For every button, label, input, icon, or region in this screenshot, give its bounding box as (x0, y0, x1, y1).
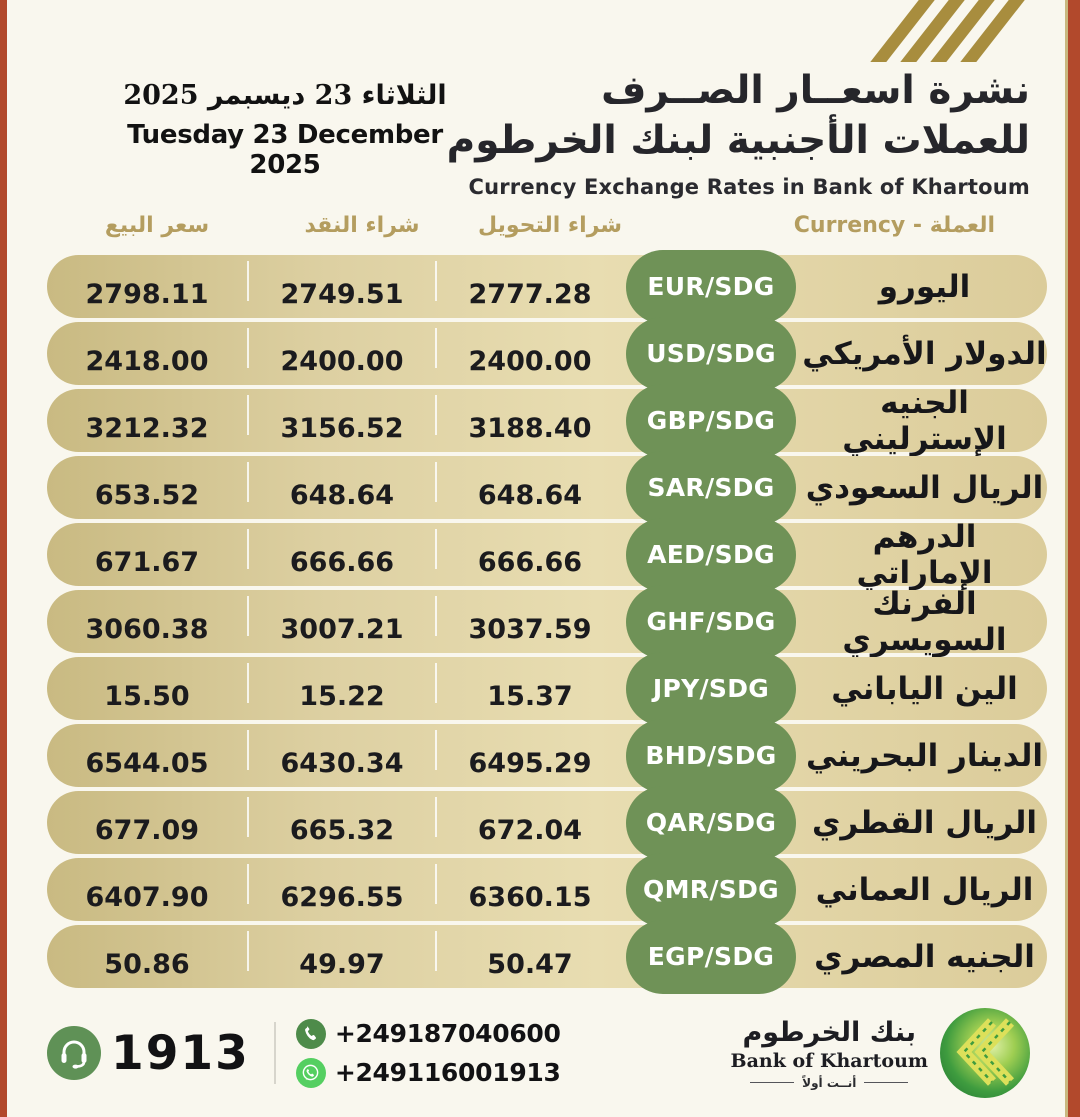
transfer-buy-value: 648.64 (477, 480, 583, 511)
tagline-line-left (750, 1082, 794, 1083)
gold-stripes-decoration (900, 0, 1006, 62)
rates-table (47, 255, 1047, 992)
transfer-buy-value: 672.04 (477, 815, 583, 846)
right-gold-divider (1065, 0, 1068, 1117)
phone-number: +249187040600 (334, 1019, 561, 1048)
sell-price-value: 653.52 (94, 480, 200, 511)
currency-code-badge: GHF/SDG (626, 585, 796, 659)
currency-name-arabic: الين الياباني (831, 670, 1018, 707)
header-title-block (447, 66, 1030, 199)
rate-row (47, 925, 1047, 988)
rate-row (47, 791, 1047, 854)
cash-buy-value: 6296.55 (280, 882, 404, 913)
transfer-buy-value: 6360.15 (468, 882, 592, 913)
transfer-buy-value: 2400.00 (468, 346, 592, 377)
cash-buy-value: 665.32 (289, 815, 395, 846)
transfer-buy-value: 6495.29 (468, 748, 592, 779)
date-arabic: الثلاثاء 23 ديسبمر 2025 (123, 80, 447, 111)
currency-code-badge: USD/SDG (626, 317, 796, 391)
bank-logo (731, 1008, 1030, 1098)
currency-code-badge: BHD/SDG (626, 719, 796, 793)
date-block (105, 80, 465, 180)
footer (47, 1008, 1030, 1098)
title-arabic-line1: نشرة اسعــار الصــرف (601, 68, 1030, 113)
sell-price-value: 15.50 (104, 681, 190, 712)
transfer-buy-value: 666.66 (477, 547, 583, 578)
bank-tagline (731, 1076, 928, 1090)
currency-code-badge: AED/SDG (626, 518, 796, 592)
sell-price-value: 2798.11 (85, 279, 209, 310)
currency-name-arabic: الجنيه الإسترليني (842, 384, 1007, 457)
whatsapp-row (296, 1058, 561, 1088)
currency-name-arabic: الريال العماني (815, 871, 1034, 908)
cash-buy-value: 6430.34 (280, 748, 404, 779)
date-english: Tuesday 23 December 2025 (127, 120, 443, 180)
column-header-cash-buy: شراء النقد (304, 213, 420, 238)
bank-name-arabic: بنك الخرطوم (742, 1016, 917, 1048)
cash-buy-value: 2400.00 (280, 346, 404, 377)
currency-code-badge: JPY/SDG (626, 652, 796, 726)
currency-code-badge: QMR/SDG (626, 853, 796, 927)
table-column-headers (47, 213, 1047, 247)
transfer-buy-value: 15.37 (487, 681, 573, 712)
cash-buy-value: 15.22 (299, 681, 385, 712)
bank-globe-icon (940, 1008, 1030, 1098)
rate-row (47, 518, 1047, 591)
column-header-sell-price: سعر البيع (104, 213, 210, 238)
currency-name-arabic: الريال السعودي (805, 469, 1044, 506)
bank-name-english: Bank of Khartoum (730, 1049, 928, 1072)
currency-code-badge: EUR/SDG (626, 250, 796, 324)
title-english: Currency Exchange Rates in Bank of Khartoum (468, 174, 1030, 199)
cash-buy-value: 648.64 (289, 480, 395, 511)
transfer-buy-value: 50.47 (487, 949, 573, 980)
rate-row (47, 456, 1047, 519)
phone-list (296, 1019, 561, 1088)
sell-price-value: 6407.90 (85, 882, 209, 913)
title-arabic-line2: للعملات الأجنبية لبنك الخرطوم (446, 117, 1030, 163)
column-header-currency: العملة - Currency (793, 213, 995, 238)
rate-row (47, 657, 1047, 720)
tagline-line-right (864, 1082, 908, 1083)
rate-row (47, 724, 1047, 787)
currency-name-arabic: الجنيه المصري (814, 938, 1035, 975)
currency-code-badge: QAR/SDG (626, 786, 796, 860)
currency-code-badge: SAR/SDG (626, 451, 796, 525)
rate-row (47, 585, 1047, 658)
footer-divider (274, 1022, 276, 1084)
headset-icon (47, 1026, 101, 1080)
column-header-transfer-buy: شراء التحويل (477, 213, 623, 238)
transfer-buy-value: 3188.40 (468, 413, 592, 444)
tagline-text: أنــت أولاً (802, 1075, 857, 1090)
sell-price-value: 2418.00 (85, 346, 209, 377)
sell-price-value: 6544.05 (85, 748, 209, 779)
cash-buy-value: 2749.51 (280, 279, 404, 310)
hotline-number: 1913 (111, 1025, 250, 1081)
currency-name-arabic: الدينار البحريني (806, 737, 1043, 774)
sell-price-value: 3212.32 (85, 413, 209, 444)
contact-block (47, 1019, 561, 1088)
currency-name-arabic: الريال القطري (812, 804, 1037, 841)
currency-name-arabic: الدرهم الإماراتي (856, 518, 993, 591)
cash-buy-value: 666.66 (289, 547, 395, 578)
cash-buy-value: 3007.21 (280, 614, 404, 645)
currency-name-arabic: الفرنك السويسري (842, 585, 1007, 658)
cash-buy-value: 3156.52 (280, 413, 404, 444)
currency-code-badge: EGP/SDG (626, 920, 796, 994)
cash-buy-value: 49.97 (299, 949, 385, 980)
whatsapp-number: +249116001913 (334, 1058, 561, 1087)
sell-price-value: 671.67 (94, 547, 200, 578)
rate-row (47, 322, 1047, 385)
bank-logo-text (731, 1017, 928, 1090)
phone-row (296, 1019, 561, 1049)
currency-code-badge: GBP/SDG (626, 384, 796, 458)
rate-row (47, 255, 1047, 318)
transfer-buy-value: 2777.28 (468, 279, 592, 310)
transfer-buy-value: 3037.59 (468, 614, 592, 645)
sell-price-value: 3060.38 (85, 614, 209, 645)
sell-price-value: 50.86 (104, 949, 190, 980)
sell-price-value: 677.09 (94, 815, 200, 846)
currency-name-arabic: اليورو (878, 268, 971, 305)
phone-icon (296, 1019, 326, 1049)
currency-name-arabic: الدولار الأمريكي (802, 335, 1047, 372)
rate-row (47, 384, 1047, 457)
whatsapp-icon (296, 1058, 326, 1088)
rate-row (47, 858, 1047, 921)
